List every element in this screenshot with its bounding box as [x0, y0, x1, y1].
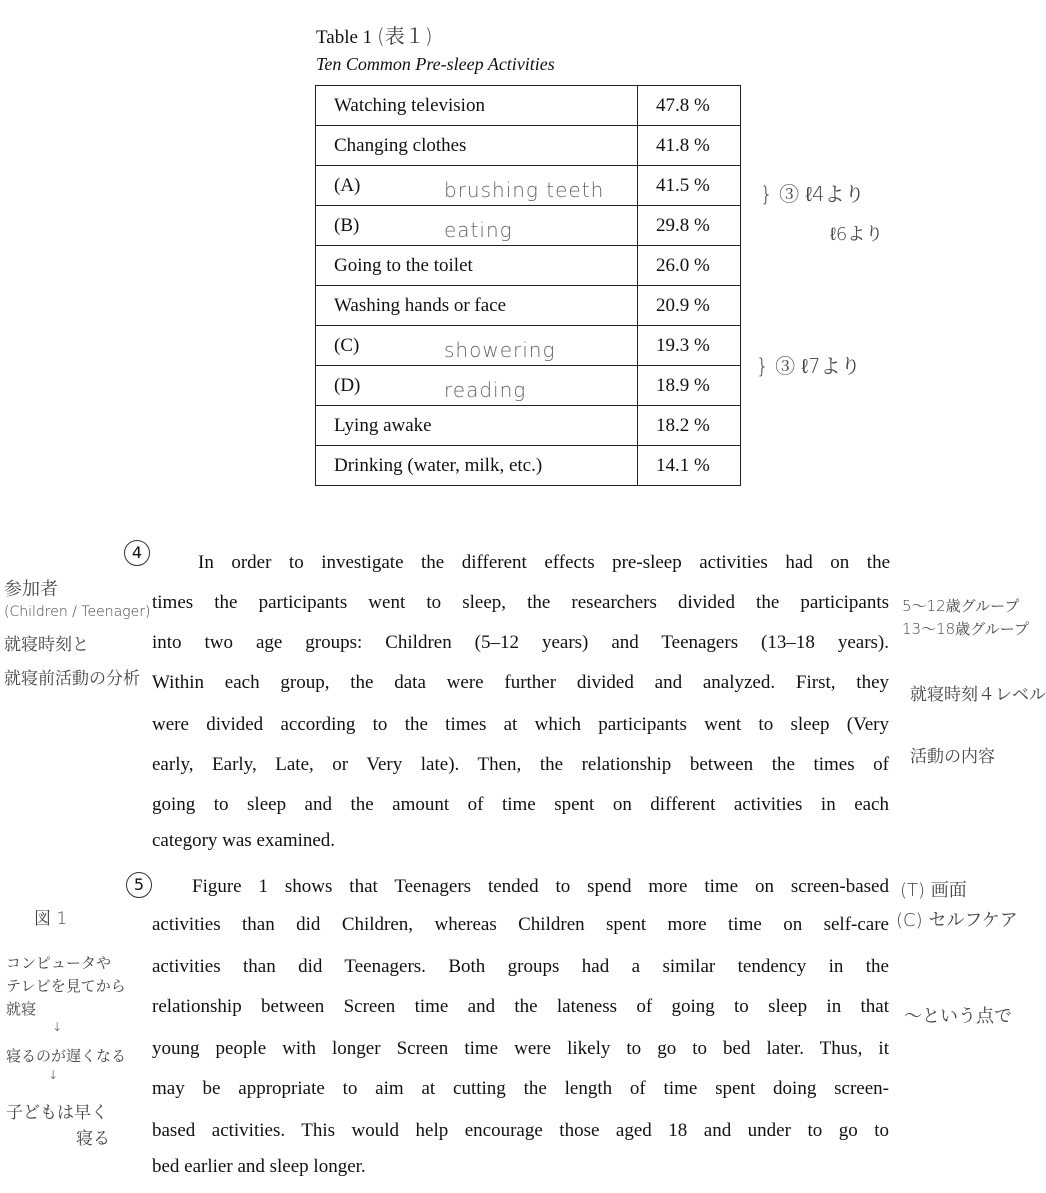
table-subtitle: Ten Common Pre-sleep Activities: [316, 54, 555, 74]
table-row: [316, 326, 741, 366]
text-line: early, Early, Late, or Very late). Then, the relationship between the times of: [152, 754, 889, 775]
handwritten-note: 就寝: [6, 1000, 37, 1018]
handwritten-answer: eating: [444, 218, 513, 242]
text-line: activities than did Teenagers. Both groups had a similar tendency in the: [152, 956, 889, 977]
activity-cell: [316, 446, 638, 486]
percentage-cell: 41.8 %: [638, 126, 741, 166]
handwritten-note: 就寝時刻と: [4, 635, 89, 655]
percentage-cell: 18.2 %: [638, 406, 741, 446]
percentage-cell: 19.3 %: [638, 326, 741, 366]
activity-cell: [316, 406, 638, 446]
handwritten-note: (T) 画面: [900, 880, 967, 901]
activities-table: [315, 85, 741, 486]
percentage-cell: 29.8 %: [638, 206, 741, 246]
activity-cell: [316, 246, 638, 286]
handwritten-note: ↓: [52, 1020, 63, 1034]
handwritten-note: 13〜18歳グループ: [902, 620, 1029, 638]
text-line: In order to investigate the different effects pre-sleep activities had on the: [198, 552, 890, 573]
text-line: relationship between Screen time and the lateness of going to sleep in that: [152, 996, 889, 1017]
table-title-note: (表１): [376, 24, 433, 48]
handwritten-note: (C) セルフケア: [896, 910, 1018, 931]
activity-cell: [316, 166, 638, 206]
percentage-cell: 18.9 %: [638, 366, 741, 406]
activity-label: Changing clothes: [334, 134, 467, 156]
percentage-cell: 41.5 %: [638, 166, 741, 206]
table-row: [316, 86, 741, 126]
activity-cell: [316, 326, 638, 366]
handwritten-answer: showering: [444, 338, 556, 362]
percentage-cell: 47.8 %: [638, 86, 741, 126]
activity-cell: [316, 126, 638, 166]
text-line: Figure 1 shows that Teenagers tended to spend more time on screen-based: [192, 876, 889, 897]
percentage-cell: 20.9 %: [638, 286, 741, 326]
activity-label: (C): [334, 334, 360, 356]
text-line: category was examined.: [152, 830, 336, 851]
text-line: based activities. This would help encourage those aged 18 and under to go to: [152, 1120, 889, 1141]
activity-label: Drinking (water, milk, etc.): [334, 454, 543, 476]
handwritten-note: 就寝前活動の分析: [4, 669, 140, 689]
handwritten-note: ↓: [48, 1068, 59, 1082]
text-line: going to sleep and the amount of time spent on different activities in each: [152, 794, 889, 815]
activity-cell: [316, 366, 638, 406]
table-title-text: Table 1: [316, 27, 373, 48]
table-row: [316, 246, 741, 286]
activity-label: (D): [334, 374, 361, 396]
text-line: into two age groups: Children (5–12 years) and Teenagers (13–18 years).: [152, 632, 889, 653]
handwritten-note: 子どもは早く: [6, 1103, 108, 1123]
handwritten-note: 就寝時刻４レベル: [910, 685, 1046, 705]
handwritten-note: コンピュータや: [6, 954, 112, 972]
text-line: activities than did Children, whereas Children spent more time on self-care: [152, 914, 889, 935]
handwritten-answer: brushing teeth: [444, 178, 605, 202]
paragraph-4-number: 4: [124, 540, 150, 566]
text-line: may be appropriate to aim at cutting the length of time spent doing screen-: [152, 1078, 889, 1099]
table-row: [316, 446, 741, 486]
table-note-2: ℓ6より: [830, 224, 884, 245]
table-note-3: } ③ ℓ7より: [756, 354, 861, 378]
table-row: [316, 166, 741, 206]
activity-label: (A): [334, 174, 361, 196]
text-line: bed earlier and sleep longer.: [152, 1156, 366, 1177]
activity-label: (B): [334, 214, 360, 236]
handwritten-note: (Children / Teenager): [4, 604, 151, 620]
text-line: were divided according to the times at which participants went to sleep (Very: [152, 714, 889, 735]
handwritten-note: 〜という点で: [904, 1006, 1012, 1027]
handwritten-note: 活動の内容: [910, 747, 995, 767]
handwritten-note: 参加者: [4, 579, 58, 600]
handwritten-note: テレビを見てから: [6, 977, 126, 995]
handwritten-note: 寝るのが遅くなる: [6, 1047, 127, 1065]
table-row: [316, 126, 741, 166]
table-row: [316, 286, 741, 326]
activity-label: Going to the toilet: [334, 254, 473, 276]
percentage-cell: 26.0 %: [638, 246, 741, 286]
table-row: [316, 366, 741, 406]
handwritten-note: 図 1: [34, 909, 68, 929]
paragraph-5-number: 5: [126, 872, 152, 898]
handwritten-answer: reading: [444, 378, 527, 402]
activity-cell: [316, 286, 638, 326]
activity-cell: [316, 206, 638, 246]
activity-label: Watching television: [334, 94, 485, 116]
text-line: young people with longer Screen time were likely to go to bed later. Thus, it: [152, 1038, 889, 1059]
handwritten-note: 寝る: [76, 1129, 110, 1149]
table-title: [316, 20, 433, 49]
activity-label: Washing hands or face: [334, 294, 507, 316]
table-row: [316, 406, 741, 446]
table-note-1: } ③ ℓ4より: [760, 182, 865, 206]
percentage-cell: 14.1 %: [638, 446, 741, 486]
text-line: times the participants went to sleep, the researchers divided the participants: [152, 592, 889, 613]
activity-cell: [316, 86, 638, 126]
table-row: [316, 206, 741, 246]
text-line: Within each group, the data were further divided and analyzed. First, they: [152, 672, 889, 693]
activity-label: Lying awake: [334, 414, 432, 436]
handwritten-note: 5〜12歳グループ: [902, 597, 1020, 615]
